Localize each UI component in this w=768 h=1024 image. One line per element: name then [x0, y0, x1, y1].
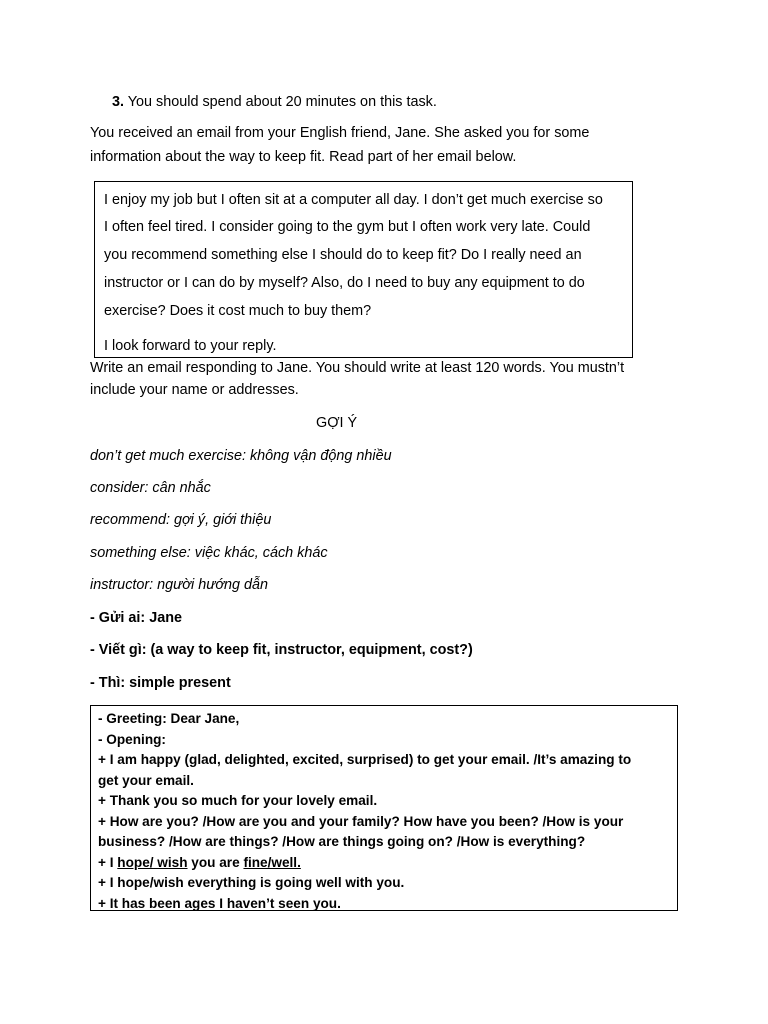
note-tense: - Thì: simple present	[90, 675, 231, 691]
vocab-item: recommend: gợi ý, giới thiệu	[90, 512, 272, 528]
outline-thanks: + Thank you so much for your lovely email.	[98, 793, 378, 808]
write-line-2: include your name or addresses.	[90, 382, 299, 398]
write-line-1: Write an email responding to Jane. You should write at least 120 words. You mustn’t	[90, 360, 625, 376]
vocab-item: consider: cân nhắc	[90, 480, 211, 496]
outline-happy-line-1: + I am happy (glad, delighted, excited, surprised) to get your email. /It’s amazing to	[98, 752, 632, 767]
email-line: instructor or I can do by myself? Also, do I need to buy any equipment to do	[104, 275, 585, 291]
email-line: you recommend something else I should do to keep fit? Do I really need an	[104, 247, 582, 263]
outline-how-line-1: + How are you? /How are you and your family? How have you been? /How is your	[98, 813, 624, 829]
hope-prefix: + I	[98, 854, 118, 870]
outline-opening: - Opening:	[98, 731, 166, 747]
task-number: 3.	[112, 94, 125, 110]
email-line: exercise? Does it cost much to buy them?	[104, 303, 372, 319]
intro-line-1: You received an email from your English friend, Jane. She asked you for some	[90, 125, 590, 141]
hope-end: fine/well.	[243, 854, 301, 870]
outline-how-line-2: business? /How are things? /How are things going on? /How is everything?	[98, 834, 586, 849]
outline-ages: + It has been ages I haven’t seen you.	[98, 895, 341, 911]
outline-box	[90, 705, 678, 911]
task-instruction: You should spend about 20 minutes on this task.	[127, 94, 437, 110]
vocab-item: don’t get much exercise: không vận động nhiều	[90, 448, 392, 464]
email-line: I enjoy my job but I often sit at a computer all day. I don’t get much exercise so	[104, 192, 603, 208]
email-line: I often feel tired. I consider going to the gym but I often work very late. Could	[104, 219, 591, 235]
note-recipient: - Gửi ai: Jane	[90, 610, 182, 626]
outline-greeting: - Greeting: Dear Jane,	[98, 711, 240, 726]
outline-happy-line-2: get your email.	[98, 772, 194, 788]
task-heading	[112, 94, 437, 110]
outline-hope-line	[98, 853, 677, 874]
outline-wish-well: + I hope/wish everything is going well with you.	[98, 875, 405, 890]
note-content: - Viết gì: (a way to keep fit, instructor, equipment, cost?)	[90, 642, 473, 658]
email-closing: I look forward to your reply.	[104, 338, 277, 354]
email-excerpt-box	[94, 181, 633, 358]
hope-mid: you are	[187, 854, 244, 870]
vocab-item: something else: việc khác, cách khác	[90, 545, 328, 561]
hint-title: GỢI Ý	[316, 415, 358, 431]
vocab-item: instructor: người hướng dẫn	[90, 577, 269, 593]
hope-word: hope/ wish	[117, 854, 188, 870]
intro-line-2: information about the way to keep fit. Read part of her email below.	[90, 149, 517, 165]
